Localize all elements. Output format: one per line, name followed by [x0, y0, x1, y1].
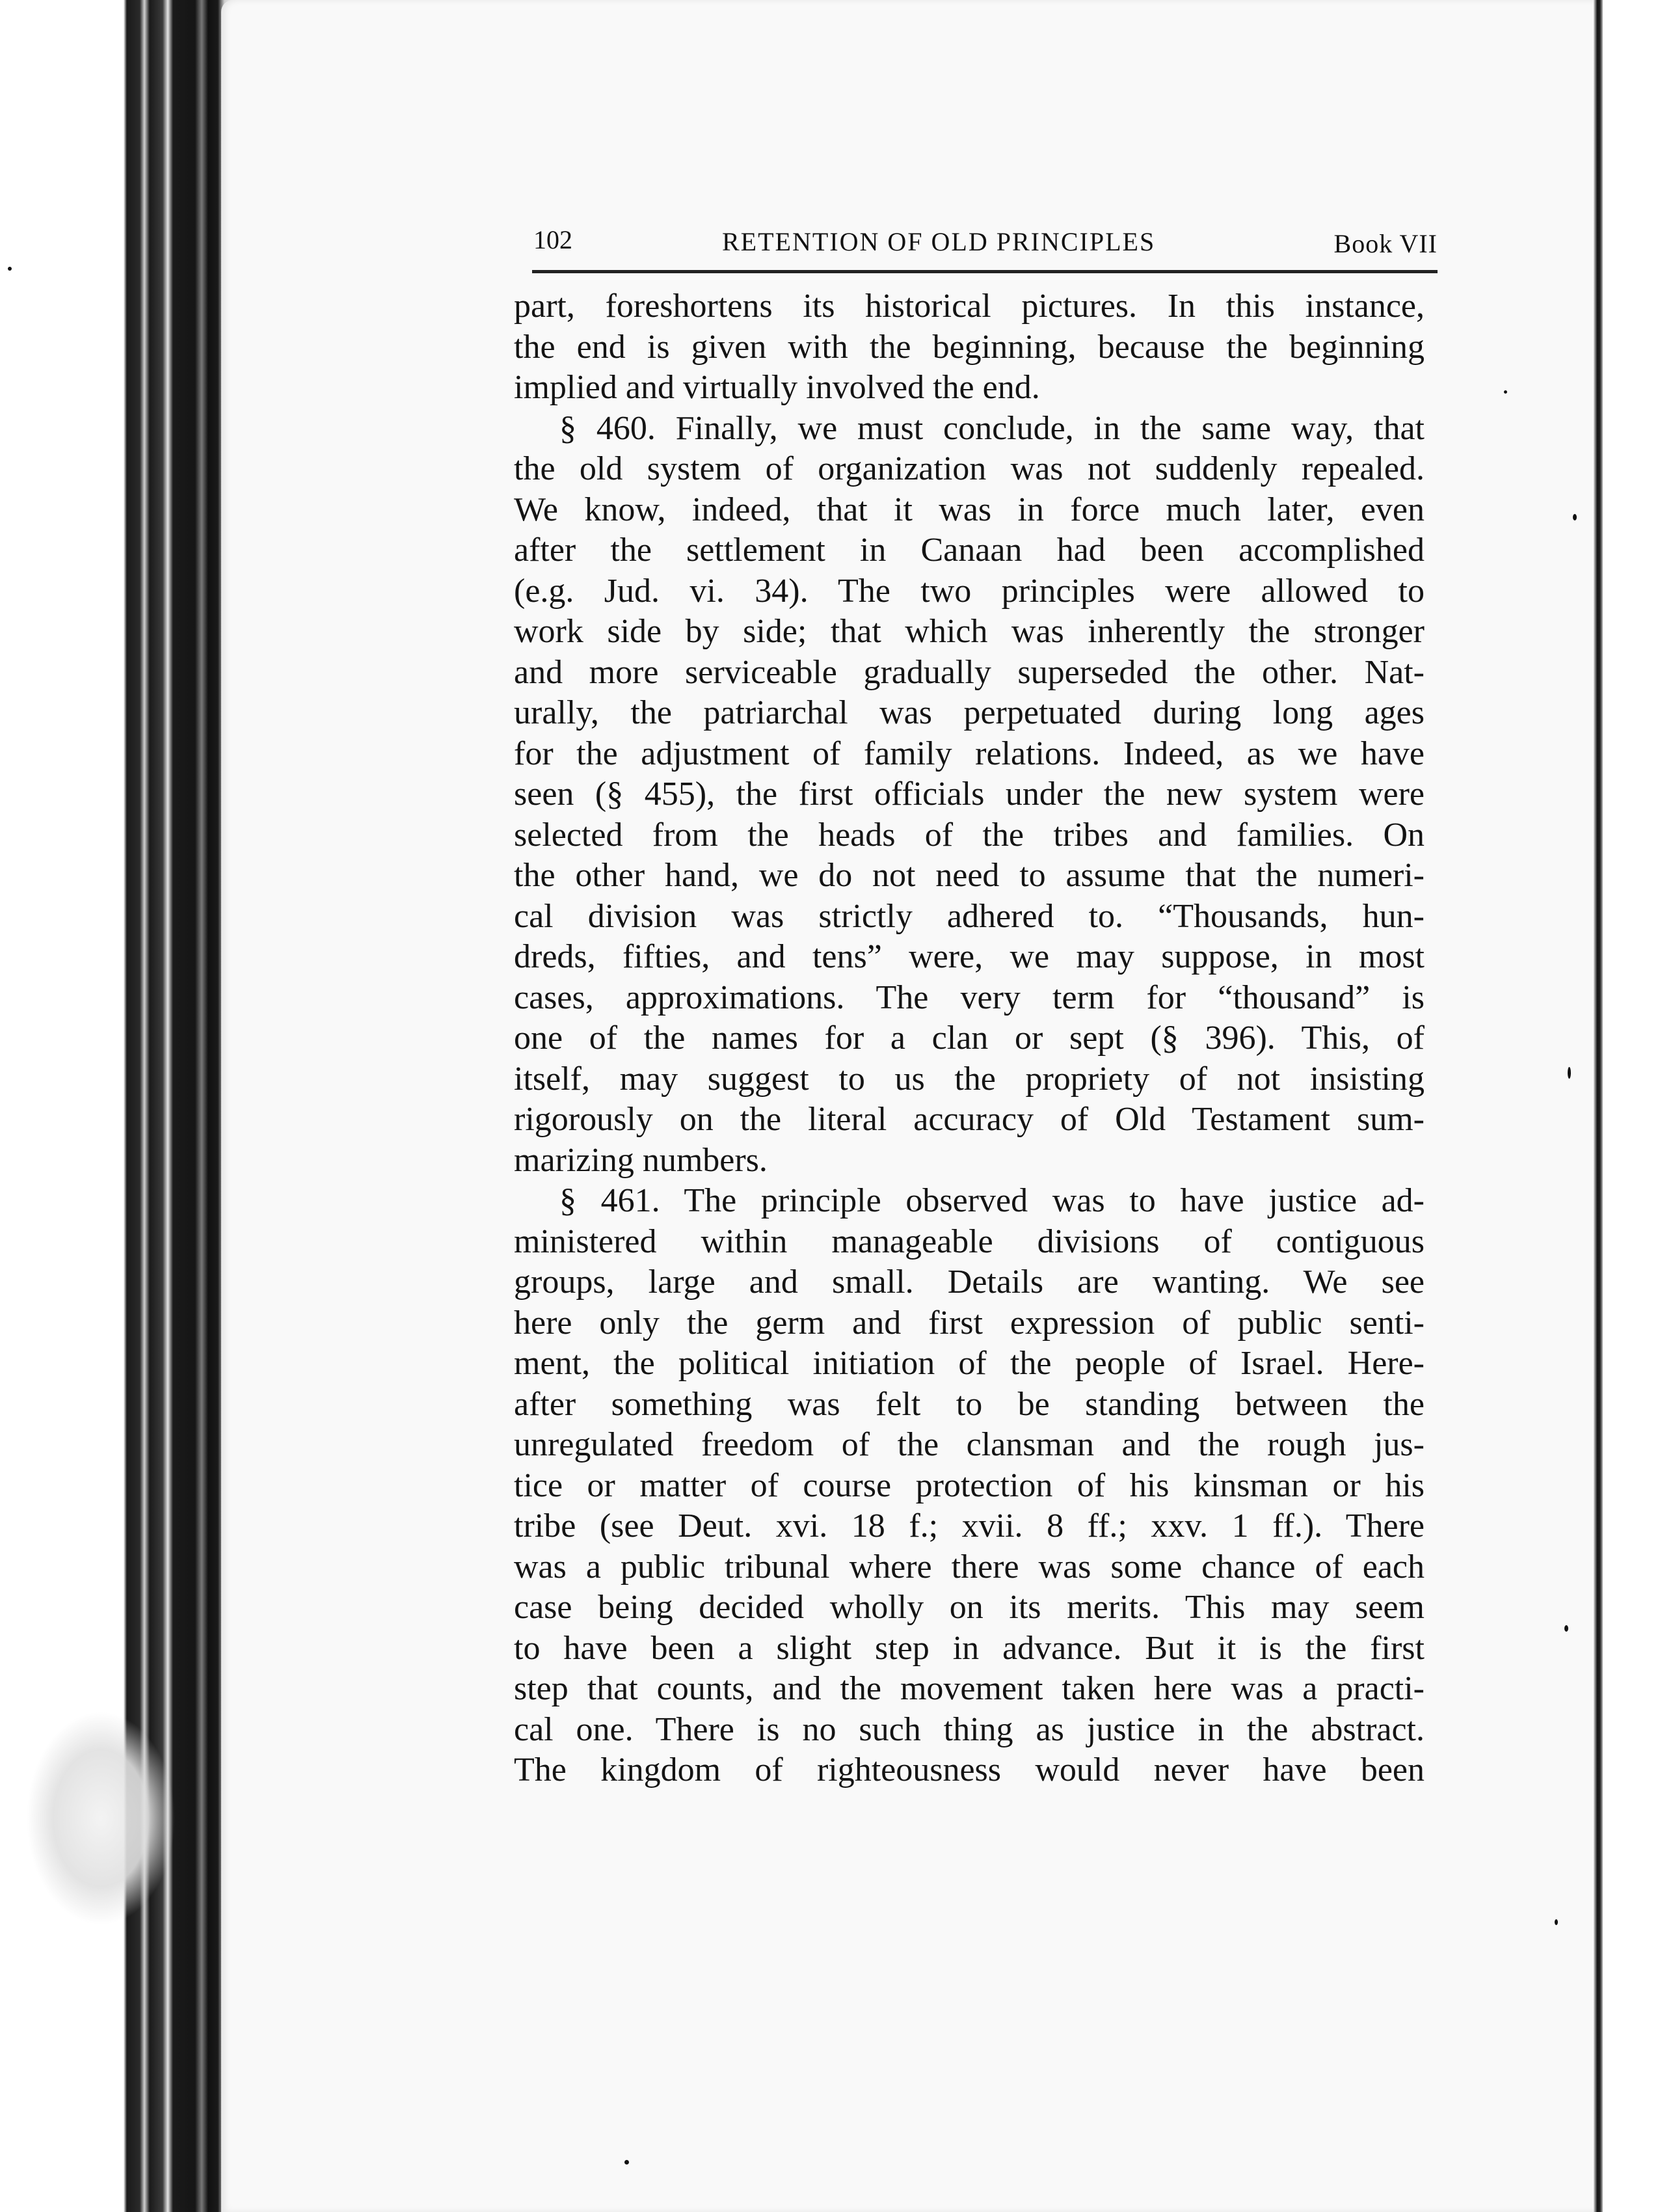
text-line: to have been a slight step in advance. But it is the first	[514, 1629, 1425, 1667]
text-line: was a public tribunal where there was some chance of each	[514, 1548, 1425, 1585]
text-line: § 461. The principle observed was to have justice ad-	[559, 1182, 1425, 1219]
text-line: the old system of organization was not suddenly repealed.	[514, 450, 1425, 487]
text-line: tribe (see Deut. xvi. 18 f.; xvii. 8 ff.; xxv. 1 ff.). There	[514, 1507, 1425, 1544]
running-title: RETENTION OF OLD PRINCIPLES	[722, 227, 1156, 256]
page-right-edge	[1594, 0, 1603, 2212]
text-line: after something was felt to be standing between the	[514, 1385, 1425, 1423]
text-line: cases, approximations. The very term for “thousand” is	[514, 978, 1425, 1016]
text-line: and more serviceable gradually superseded the other. Nat-	[514, 653, 1425, 691]
text-line: work side by side; that which was inherently the stronger	[514, 613, 1425, 650]
text-line: (e.g. Jud. vi. 34). The two principles were allowed to	[514, 572, 1425, 610]
ink-speck	[1568, 1067, 1571, 1079]
text-line: urally, the patriarchal was perpetuated during long ages	[514, 694, 1425, 731]
text-line: selected from the heads of the tribes and families. On	[514, 816, 1425, 854]
ink-speck	[1555, 1919, 1558, 1925]
body-text	[514, 286, 1425, 1791]
page-header	[533, 224, 1438, 270]
ink-speck	[1564, 1625, 1568, 1632]
text-line: itself, may suggest to us the propriety of not insisting	[514, 1060, 1425, 1098]
text-line: marizing numbers.	[514, 1141, 768, 1179]
text-line: dreds, fifties, and tens” were, we may suppose, in most	[514, 938, 1425, 975]
text-line: cal one. There is no such thing as justice in the abstract.	[514, 1710, 1425, 1748]
text-line: implied and virtually involved the end.	[514, 369, 1040, 406]
text-line: after the settlement in Canaan had been accomplished	[514, 532, 1425, 569]
text-line: seen (§ 455), the first officials under the new system were	[514, 776, 1425, 813]
text-line: § 460. Finally, we must conclude, in the same way, that	[559, 409, 1425, 447]
text-line: ministered within manageable divisions of contiguous	[514, 1222, 1425, 1260]
text-line: step that counts, and the movement taken here was a practi-	[514, 1670, 1425, 1707]
text-line: here only the germ and first expression of public senti-	[514, 1304, 1425, 1342]
text-line: ment, the political initiation of the people of Israel. Here-	[514, 1345, 1425, 1382]
page-number: 102	[533, 225, 572, 254]
text-line: unregulated freedom of the clansman and the rough jus-	[514, 1426, 1425, 1463]
text-line: We know, indeed, that it was in force much later, even	[514, 491, 1425, 528]
book-label: Book VII	[1333, 229, 1438, 258]
text-line: groups, large and small. Details are wanting. We see	[514, 1263, 1425, 1301]
text-line: The kingdom of righteousness would never have been	[514, 1751, 1425, 1788]
ink-speck	[624, 2160, 629, 2165]
text-line: tice or matter of course protection of his kinsman or his	[514, 1466, 1425, 1504]
text-line: rigorously on the literal accuracy of Old Testament sum-	[514, 1101, 1425, 1138]
text-line: for the adjustment of family relations. Indeed, as we have	[514, 735, 1425, 772]
text-line: the end is given with the beginning, because the beginning	[514, 328, 1425, 366]
text-line: cal division was strictly adhered to. “Thousands, hun-	[514, 897, 1425, 935]
text-line: one of the names for a clan or sept (§ 396). This, of	[514, 1019, 1425, 1057]
text-line: the other hand, we do not need to assume that the numeri-	[514, 857, 1425, 894]
ink-speck	[1573, 514, 1577, 520]
ink-speck	[1504, 390, 1507, 394]
ink-speck	[8, 267, 12, 271]
text-line: case being decided wholly on its merits. This may seem	[514, 1589, 1425, 1626]
paper-tear-mark	[26, 1711, 176, 1926]
header-rule	[532, 270, 1438, 273]
text-line: part, foreshortens its historical pictures. In this instance,	[514, 288, 1425, 325]
